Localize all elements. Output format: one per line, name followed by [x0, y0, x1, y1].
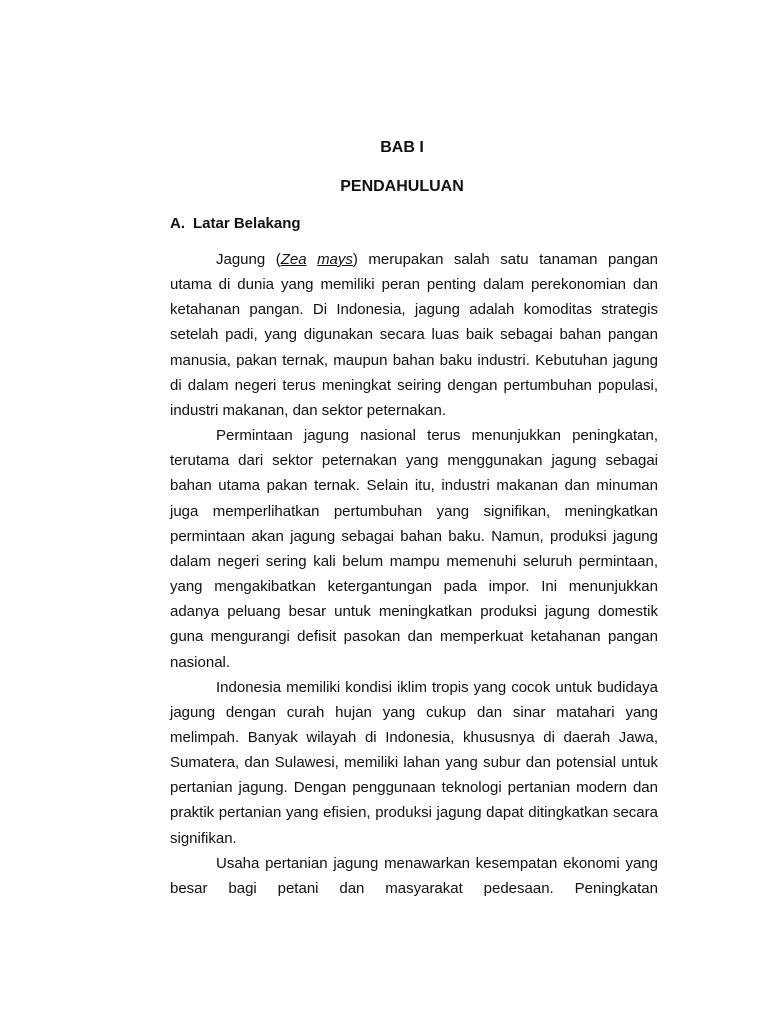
- chapter-number: BAB I: [380, 139, 424, 156]
- paragraph-4: Usaha pertanian jagung menawarkan kesempatan ekonomi yang besar bagi petani dan masyarakat pedesaan. Peningkatan: [170, 854, 658, 897]
- paragraph-2: Permintaan jagung nasional terus menunjukkan peningkatan, terutama dari sektor peternakan yang menggunakan jagung sebagai bahan utama pakan ternak. Selain itu, industri makanan dan minuman juga memperlihatkan pertumbuhan yang signifikan, meningkatkan permintaan akan jagung sebagai bahan baku. Namun, produksi jagung dalam negeri sering kali belum mampu memenuhi seluruh permintaan, yang mengakibatkan ketergantungan pada impor. Ini menunjukkan adanya peluang besar untuk meningkatkan produksi jagung domestik guna mengurangi defisit pasokan dan memperkuat ketahanan pangan nasional.: [170, 427, 658, 671]
- section-number: A.: [170, 215, 185, 232]
- paragraph-1: [170, 247, 658, 423]
- section-heading: [170, 214, 301, 234]
- scientific-name-species: mays: [317, 251, 353, 268]
- chapter-title: PENDAHULUAN: [340, 178, 464, 195]
- paragraph-1-prefix: Jagung (: [216, 251, 281, 268]
- body-text: [170, 247, 658, 901]
- section-title: Latar Belakang: [193, 215, 301, 232]
- scientific-name-genus: Zea: [280, 251, 307, 268]
- paragraph-1-text: ) merupakan salah satu tanaman pangan utama di dunia yang memiliki peran penting dalam perekonomian dan ketahanan pangan. Di Indonesia, jagung adalah komoditas strategis setelah padi, yang digunakan secara luas baik sebagai bahan pangan manusia, pakan ternak, maupun bahan baku industri. Kebutuhan jagung di dalam negeri terus meningkat seiring dengan pertumbuhan populasi, industri makanan, dan sektor peternakan.: [170, 251, 659, 419]
- paragraph-3: Indonesia memiliki kondisi iklim tropis yang cocok untuk budidaya jagung dengan curah hujan yang cukup dan sinar matahari yang melimpah. Banyak wilayah di Indonesia, khususnya di daerah Jawa, Sumatera, dan Sulawesi, memiliki lahan yang subur dan potensial untuk pertanian jagung. Dengan penggunaan teknologi pertanian modern dan praktik pertanian yang efisien, produksi jagung dapat ditingkatkan secara signifikan.: [170, 678, 658, 847]
